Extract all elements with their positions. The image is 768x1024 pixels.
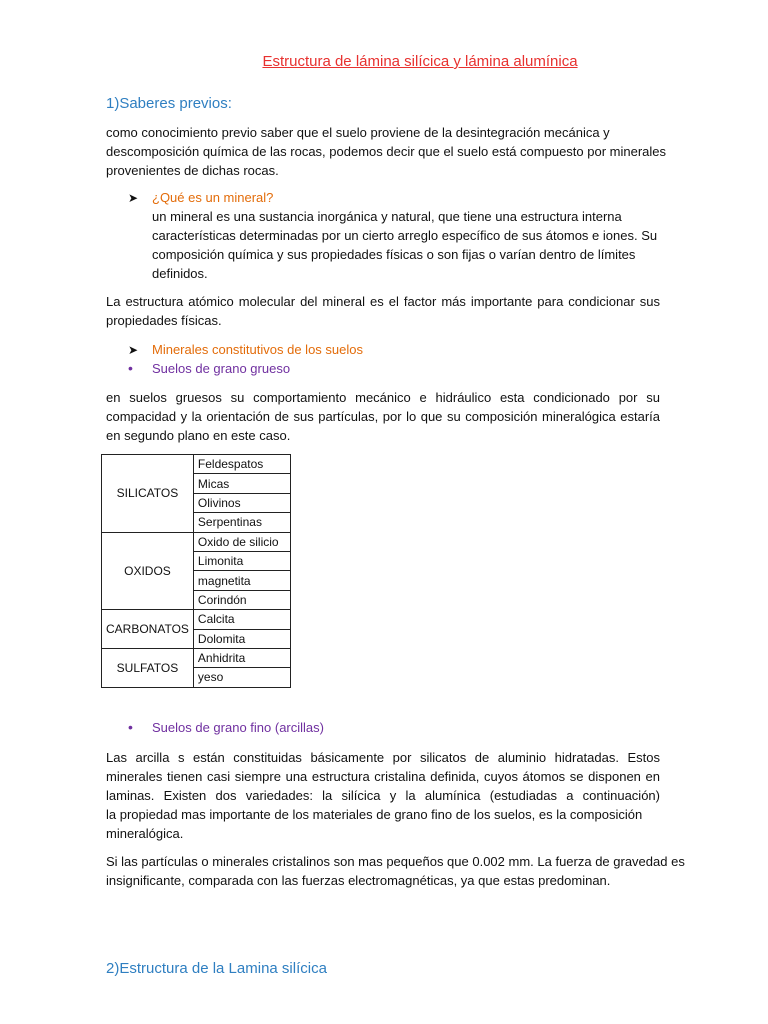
- table-item-cell: Serpentinas: [193, 513, 290, 532]
- table-item-cell: Corindón: [193, 590, 290, 609]
- bullet-dot-icon: •: [128, 719, 133, 735]
- arrow-bullet-icon: ➤: [128, 191, 139, 205]
- table-row: [102, 532, 291, 551]
- table-item-cell: Calcita: [193, 610, 290, 629]
- fine-soil-paragraph-main: Las arcilla s están constituidas básicamente por silicatos de aluminio hidratadas. Estos minerales tienen casi siempre una estructura cristalina definida, cuyos átomos se disponen en laminas. Existen dos variedades: la silícica y la alumínica (estudiadas a continuación): [106, 750, 660, 803]
- mineral-question-item: [128, 188, 273, 208]
- particle-size-line: insignificante, comparada con las fuerzas electromagnéticas, ya que estas predominan.: [106, 873, 611, 888]
- table-item-cell: Micas: [193, 474, 290, 493]
- table-group-cell: SULFATOS: [102, 648, 194, 687]
- constitutive-minerals-label: Minerales constitutivos de los suelos: [152, 342, 363, 357]
- table-item-cell: Dolomita: [193, 629, 290, 648]
- mineral-answer: [152, 207, 662, 283]
- particle-size-paragraph: [106, 852, 685, 890]
- mineral-answer-line: definidos.: [152, 266, 208, 281]
- table-item-cell: Oxido de silicio: [193, 532, 290, 551]
- intro-line: provenientes de dichas rocas.: [106, 163, 279, 178]
- table-item-cell: Olivinos: [193, 493, 290, 512]
- fine-soil-paragraph: [106, 748, 660, 843]
- mineral-answer-line: composición química y sus propiedades físicas o son fijas o varían dentro de límites: [152, 247, 636, 262]
- structure-paragraph: La estructura atómico molecular del mineral es el factor más importante para condicionar sus propiedades físicas.: [106, 294, 660, 328]
- section-heading-lamina-silicica: 2)Estructura de la Lamina silícica: [106, 960, 327, 977]
- bullet-dot-icon: •: [128, 360, 133, 376]
- table-item-cell: Limonita: [193, 551, 290, 570]
- particle-size-line: Si las partículas o minerales cristalinos son mas pequeños que 0.002 mm. La fuerza de gravedad es: [106, 854, 685, 869]
- mineral-question: ¿Qué es un mineral?: [152, 190, 274, 205]
- mineral-answer-line: un mineral es una sustancia inorgánica y natural, que tiene una estructura interna: [152, 209, 622, 224]
- table-group-cell: CARBONATOS: [102, 610, 194, 649]
- intro-paragraph: [106, 123, 666, 180]
- table-row: [102, 610, 291, 629]
- table-group-cell: OXIDOS: [102, 532, 194, 610]
- fine-soil-paragraph-tail: la propiedad mas importante de los materiales de grano fino de los suelos, es la composición mineralógica.: [106, 807, 643, 841]
- minerals-table: [101, 454, 291, 688]
- mineral-answer-line: características determinadas por un cierto arreglo específico de sus átomos e iones. Su: [152, 228, 658, 243]
- table-item-cell: yeso: [193, 668, 290, 687]
- fine-soil-label: Suelos de grano fino (arcillas): [152, 720, 324, 735]
- table-group-cell: SILICATOS: [102, 455, 194, 533]
- intro-line: como conocimiento previo saber que el suelo proviene de la desintegración mecánica y: [106, 125, 610, 140]
- constitutive-minerals-item: [128, 340, 363, 360]
- coarse-soil-paragraph: en suelos gruesos su comportamiento mecánico e hidráulico esta condicionado por su compacidad y la orientación de sus partículas, por lo que su composición mineralógica estaría en segundo plano en este caso.: [106, 390, 660, 443]
- table-row: [102, 455, 291, 474]
- fine-soil-item: [128, 718, 324, 737]
- arrow-bullet-icon: ➤: [128, 343, 139, 357]
- table-item-cell: magnetita: [193, 571, 290, 590]
- document-title: Estructura de lámina silícica y lámina alumínica: [262, 53, 578, 70]
- coarse-soil-item: [128, 359, 290, 378]
- table-item-cell: Anhidrita: [193, 648, 290, 667]
- table-item-cell: Feldespatos: [193, 455, 290, 474]
- coarse-soil-label: Suelos de grano grueso: [152, 361, 291, 376]
- intro-line: descomposición química de las rocas, podemos decir que el suelo está compuesto por minerales: [106, 144, 667, 159]
- section-heading-saberes-previos: 1)Saberes previos:: [106, 95, 232, 112]
- table-row: [102, 648, 291, 667]
